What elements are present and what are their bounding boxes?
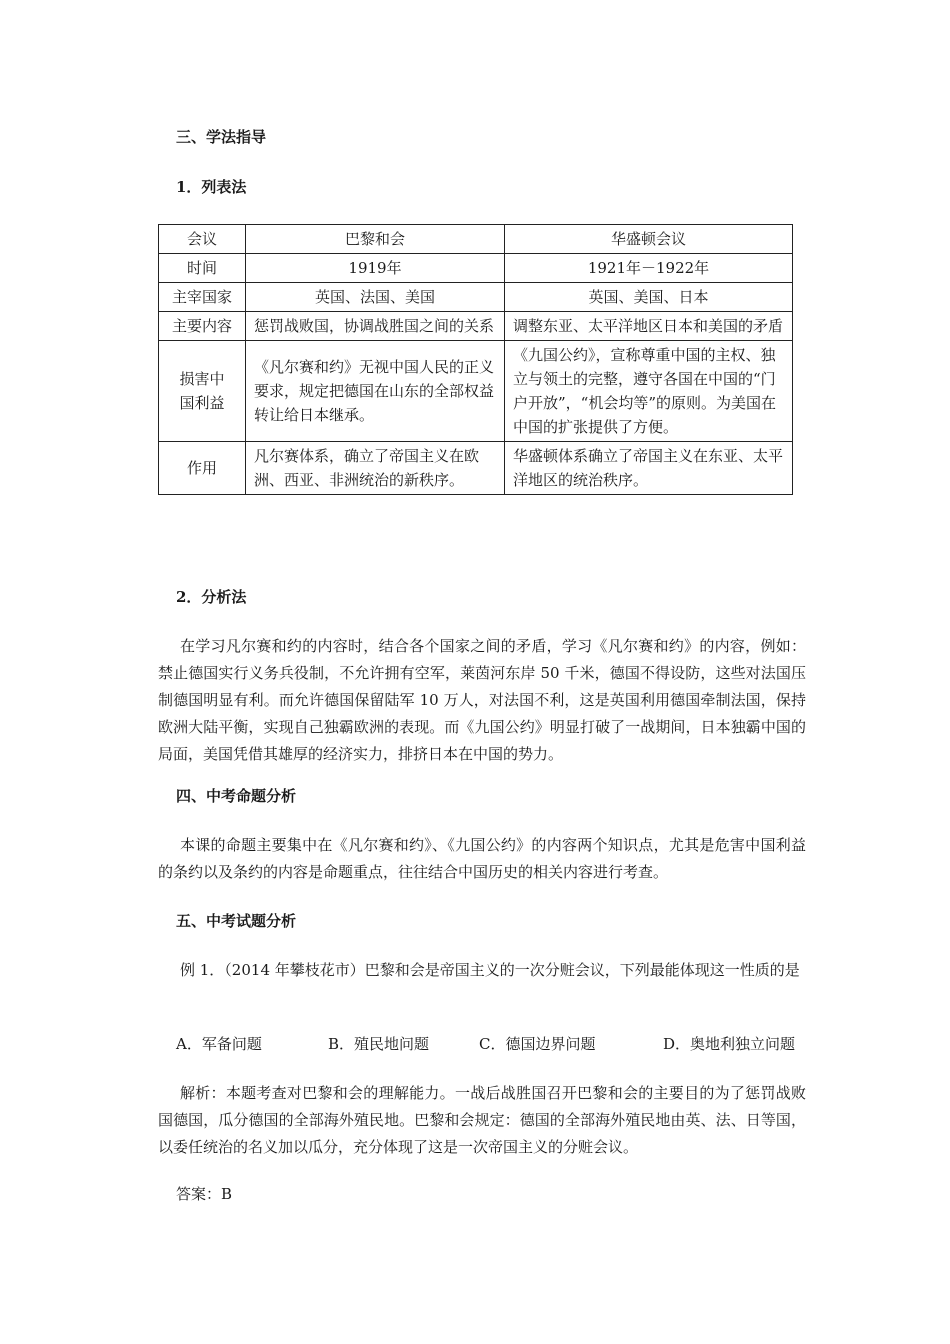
option-c: C．德国边界问题 xyxy=(479,1035,596,1053)
table-row xyxy=(159,254,793,283)
washington-cell: 调整东亚、太平洋地区日本和美国的矛盾 xyxy=(505,312,793,341)
option-b: B．殖民地问题 xyxy=(328,1035,430,1053)
paris-cell: 英国、法国、美国 xyxy=(246,283,505,312)
section5-title: 五、中考试题分析 xyxy=(176,912,297,930)
method2-title: 2．分析法 xyxy=(176,588,247,606)
row-key-cell: 时间 xyxy=(159,254,246,283)
paris-cell: 1919年 xyxy=(246,254,505,283)
washington-cell: 英国、美国、日本 xyxy=(505,283,793,312)
method1-title: 1．列表法 xyxy=(176,178,247,196)
table-row xyxy=(159,312,793,341)
row-key-cell: 主要内容 xyxy=(159,312,246,341)
row-key-cell: 主宰国家 xyxy=(159,283,246,312)
table-row xyxy=(159,283,793,312)
table-header-row xyxy=(159,225,793,254)
section4-paragraph: 本课的命题主要集中在《凡尔赛和约》、《九国公约》的内容两个知识点，尤其是危害中国利益的条约以及条约的内容是命题重点，往往结合中国历史的相关内容进行考查。 xyxy=(158,836,806,881)
paris-cell: 惩罚战败国，协调战胜国之间的关系 xyxy=(246,312,505,341)
method2-paragraph: 在学习凡尔赛和约的内容时，结合各个国家之间的矛盾，学习《凡尔赛和约》的内容，例如：禁止德国实行义务兵役制，不允许拥有空军，莱茵河东岸 50 千米，德国不得设防，这些对法国压制德国明显有利。而允许德国保留陆军 10 万人，对法国不利，这是英国利用德国牵制法国，保持欧洲大陆平衡，实现自己独霸欧洲的表现。而《九国公约》明显打破了一战期间，日本独霸中国的局面，美国凭借其雄厚的经济实力，排挤日本在中国的势力。 xyxy=(158,637,806,763)
option-a: A．军备问题 xyxy=(176,1035,262,1053)
table-header-cell: 巴黎和会 xyxy=(246,225,505,254)
washington-cell: 《九国公约》，宣称尊重中国的主权、独立与领土的完整，遵守各国在中国的“门户开放”，“机会均等”的原则。为美国在中国的扩张提供了方便。 xyxy=(505,341,793,442)
analysis-paragraph: 解析：本题考查对巴黎和会的理解能力。一战后战胜国召开巴黎和会的主要目的为了惩罚战败国德国，瓜分德国的全部海外殖民地。巴黎和会规定：德国的全部海外殖民地由英、法、日等国，以委任统治的名义加以瓜分，充分体现了这是一次帝国主义的分赃会议。 xyxy=(158,1084,806,1156)
washington-cell: 1921年－1922年 xyxy=(505,254,793,283)
table-header-cell: 华盛顿会议 xyxy=(505,225,793,254)
section4-title: 四、中考命题分析 xyxy=(176,787,297,805)
row-key-cell: 损害中国利益 xyxy=(159,341,246,442)
washington-cell: 华盛顿体系确立了帝国主义在东亚、太平洋地区的统治秩序。 xyxy=(505,442,793,495)
section3-title: 三、学法指导 xyxy=(176,128,267,146)
table-row xyxy=(159,442,793,495)
table-row xyxy=(159,341,793,442)
example-question: 例 1．（2014 年攀枝花市）巴黎和会是帝国主义的一次分赃会议，下列最能体现这一性质的是 xyxy=(180,961,800,979)
option-d: D．奥地利独立问题 xyxy=(663,1035,796,1053)
table-header-cell: 会议 xyxy=(159,225,246,254)
comparison-table xyxy=(158,224,793,495)
row-key-cell: 作用 xyxy=(159,442,246,495)
paris-cell: 《凡尔赛和约》无视中国人民的正义要求，规定把德国在山东的全部权益转让给日本继承。 xyxy=(246,341,505,442)
paris-cell: 凡尔赛体系，确立了帝国主义在欧洲、西亚、非洲统治的新秩序。 xyxy=(246,442,505,495)
answer-line: 答案：B xyxy=(176,1185,233,1203)
